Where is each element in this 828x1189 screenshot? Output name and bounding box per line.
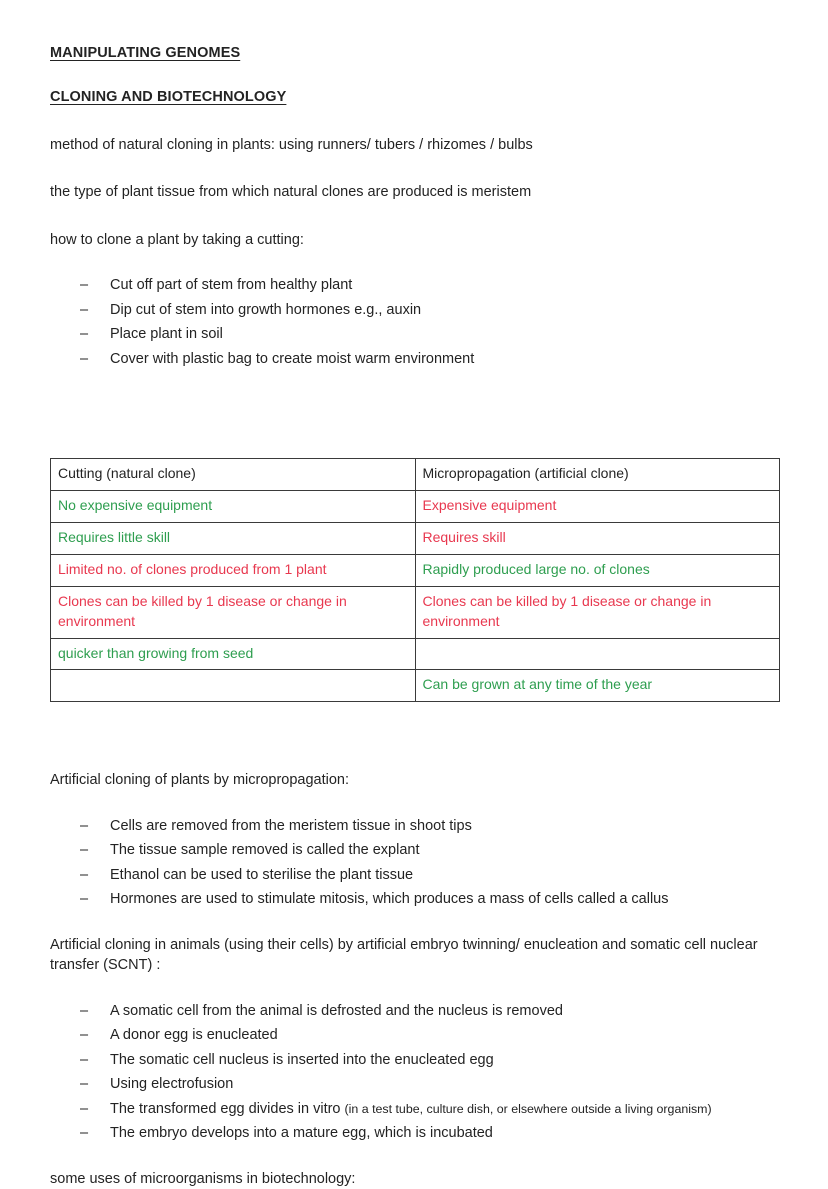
spacer [50, 913, 780, 935]
paragraph-biotech-uses-intro: some uses of microorganisms in biotechnology: [50, 1170, 356, 1187]
table-row [51, 670, 780, 702]
list-item: – Cells are removed from the meristem tissue in shoot tips [80, 815, 780, 837]
list-micropropagation-steps [50, 815, 780, 911]
table-cell-cutting: Requires little skill [51, 523, 416, 555]
table-header-micropropagation: Micropropagation (artificial clone) [415, 459, 780, 491]
list-item: – The tissue sample removed is called the explant [80, 839, 780, 861]
table-cell-micropropagation: Expensive equipment [415, 491, 780, 523]
table-cell-cutting: quicker than growing from seed [51, 638, 416, 670]
table-cell-cutting: Clones can be killed by 1 disease or change in environment [51, 586, 416, 638]
list-item-text: The transformed egg divides in vitro [110, 1100, 345, 1117]
list-item [80, 1073, 780, 1095]
list-item-text: The somatic cell nucleus is inserted into the enucleated egg [110, 1051, 494, 1068]
table-cell-cutting: Limited no. of clones produced from 1 plant [51, 554, 416, 586]
table-row [51, 523, 780, 555]
page-title-manipulating-genomes: MANIPULATING GENOMES [50, 45, 241, 61]
table-row [51, 554, 780, 586]
table-cell-micropropagation-empty [415, 638, 780, 670]
table-cell-micropropagation: Clones can be killed by 1 disease or change in environment [415, 586, 780, 638]
table-cell-micropropagation: Requires skill [415, 523, 780, 555]
list-item [80, 1049, 780, 1071]
list-scnt-steps [50, 1000, 780, 1145]
table-row [51, 491, 780, 523]
comparison-table-cutting-vs-micropropagation [50, 458, 780, 702]
paragraph-animal-cloning-intro: Artificial cloning in animals (using their cells) by artificial embryo twinning/ enucleation and somatic cell nuclear transfer (SCNT) : [50, 936, 758, 974]
list-item [80, 1098, 780, 1120]
list-item: – Place plant in soil [80, 323, 780, 345]
table-header-cutting: Cutting (natural clone) [51, 459, 416, 491]
spacer [50, 702, 780, 770]
spacer [50, 372, 780, 458]
paragraph-micropropagation-intro: Artificial cloning of plants by micropropagation: [50, 772, 350, 789]
table-row [51, 638, 780, 670]
table-header-row [51, 459, 780, 491]
list-cutting-steps [50, 274, 780, 370]
list-item: – Ethanol can be used to sterilise the plant tissue [80, 864, 780, 886]
paragraph-cutting-intro: how to clone a plant by taking a cutting: [50, 231, 304, 248]
list-item [80, 1024, 780, 1046]
list-item-text: Using electrofusion [110, 1076, 234, 1093]
section-title-cloning-biotechnology: CLONING AND BIOTECHNOLOGY [50, 88, 287, 105]
list-item: – Hormones are used to stimulate mitosis, which produces a mass of cells called a callus [80, 888, 780, 910]
list-item-text: A donor egg is enucleated [110, 1027, 278, 1044]
paragraph-meristem-tissue: the type of plant tissue from which natural clones are produced is meristem [50, 184, 532, 201]
list-item-note: (in a test tube, culture dish, or elsewhere outside a living organism) [344, 1101, 712, 1116]
table-row [51, 586, 780, 638]
list-item: – Cover with plastic bag to create moist warm environment [80, 348, 780, 370]
table-cell-micropropagation: Can be grown at any time of the year [415, 670, 780, 702]
spacer [50, 1147, 780, 1169]
list-item-text: The embryo develops into a mature egg, which is incubated [110, 1125, 493, 1142]
list-item: – Dip cut of stem into growth hormones e.g., auxin [80, 299, 780, 321]
paragraph-natural-cloning-method: method of natural cloning in plants: using runners/ tubers / rhizomes / bulbs [50, 136, 533, 153]
list-item [80, 1122, 780, 1144]
list-item [80, 1000, 780, 1022]
list-item-text: A somatic cell from the animal is defrosted and the nucleus is removed [110, 1002, 563, 1019]
table-cell-cutting-empty [51, 670, 416, 702]
list-item: – Cut off part of stem from healthy plant [80, 274, 780, 296]
table-cell-micropropagation: Rapidly produced large no. of clones [415, 554, 780, 586]
table-cell-cutting: No expensive equipment [51, 491, 416, 523]
